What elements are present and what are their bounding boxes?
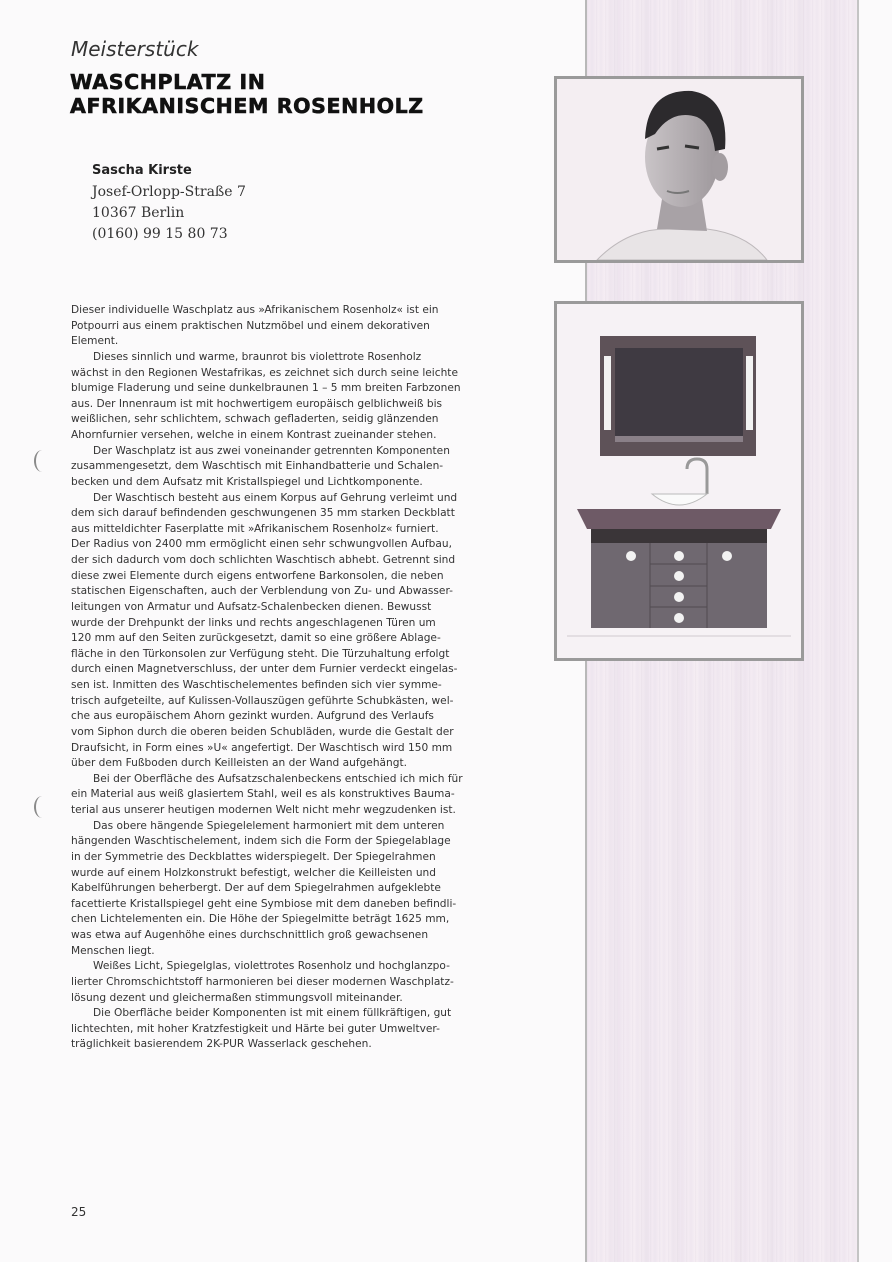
text-line: sen ist. Inmitten des Waschtischelementes befinden sich vier symme- (71, 679, 442, 691)
text-line: chen Lichtelementen ein. Die Höhe der Spiegelmitte beträgt 1625 mm, (71, 913, 450, 926)
text-line: Ahornfurnier versehen, welche in einem Kontrast zueinander stehen. (71, 429, 437, 441)
text-line: vom Siphon durch die oberen beiden Schubläden, wurde die Gestalt der (71, 725, 454, 738)
article-body (71, 303, 519, 1053)
punch-hole-mark (34, 450, 50, 472)
author-name: Sascha Kirste (92, 163, 192, 178)
text-line: Potpourri aus einem praktischen Nutzmöbel und einem dekorativen (71, 319, 430, 332)
text-line: Bei der Oberfläche des Aufsatzschalenbeckens entschied ich mich für (93, 772, 463, 785)
text-line: Der Waschplatz ist aus zwei voneinander getrennten Komponenten (93, 444, 450, 457)
text-line: Element. (71, 335, 119, 348)
text-line: Der Waschtisch besteht aus einem Korpus auf Gehrung verleimt und (93, 491, 458, 504)
title-line: WASCHPLATZ IN (70, 70, 266, 94)
article-paragraph (71, 772, 519, 819)
text-line: in der Symmetrie des Deckblattes widerspiegelt. Der Spiegelrahmen (71, 850, 436, 863)
text-line: aus. Der Innenraum ist mit hochwertigem europäisch gelblichweiß bis (71, 397, 443, 410)
text-line: träglichkeit basierendem 2K-PUR Wasserlack geschehen. (71, 1038, 372, 1051)
address-street: Josef-Orlopp-Straße 7 (92, 184, 246, 200)
text-line: Draufsicht, in Form eines »U« angefertigt. Der Waschtisch wird 150 mm (71, 741, 453, 754)
punch-hole-mark (34, 796, 50, 818)
text-line: durch einen Magnetverschluss, der unter dem Furnier verdeckt eingelas- (71, 663, 458, 676)
article-paragraph (71, 959, 519, 1006)
article-paragraph (71, 303, 519, 350)
text-line: aus mitteldichter Faserplatte mit »Afrikanischem Rosenholz« furniert. (71, 522, 439, 535)
text-line: lichtechten, mit hoher Kratzfestigkeit und Härte bei guter Umweltver- (71, 1022, 440, 1035)
text-line: fläche in den Türkonsolen zur Verfügung steht. Die Türzuhaltung erfolgt (71, 647, 450, 660)
address-city: 10367 Berlin (92, 205, 185, 221)
section-kicker: Meisterstück (71, 37, 199, 61)
text-line: ein Material aus weiß glasiertem Stahl, weil es als konstruktives Bauma- (71, 788, 455, 801)
text-line: 120 mm auf den Seiten zurückgesetzt, damit so eine größere Ablage- (71, 632, 441, 645)
text-line: terial aus unserer heutigen modernen Welt nicht mehr wegzudenken ist. (71, 804, 456, 816)
title-line: AFRIKANISCHEM ROSENHOLZ (70, 94, 424, 118)
text-line: weißlichen, sehr schlichtem, schwach gefladerten, seidig glänzenden (71, 413, 439, 426)
text-line: blumige Fladerung und seine dunkelbraunen 1 – 5 mm breiten Farbzonen (71, 382, 461, 395)
article-paragraph (71, 819, 519, 960)
text-line: diese zwei Elemente durch eigens entworfene Barkonsolen, die neben (71, 569, 444, 582)
text-line: Weißes Licht, Spiegelglas, violettrotes Rosenholz und hochglanzpo- (93, 960, 450, 973)
contact-block (92, 163, 246, 245)
text-line: che aus europäischem Ahorn gezinkt wurden. Aufgrund des Verlaufs (71, 710, 434, 723)
text-line: Kabelführungen beherbergt. Der auf dem Spiegelrahmen aufgeklebte (71, 882, 441, 895)
portrait-illustration (557, 79, 801, 260)
text-line: trisch aufgeteilte, auf Kulissen-Vollauszügen geführte Schubkästen, wel- (71, 694, 454, 707)
phone-number: (0160) 99 15 80 73 (92, 226, 228, 242)
article-paragraph (71, 491, 519, 772)
text-line: dem sich darauf befindenden geschwungenen 35 mm starken Deckblatt (71, 507, 455, 520)
article-paragraph (71, 1006, 519, 1053)
washstand-illustration (557, 304, 801, 658)
text-line: über dem Fußboden durch Keilleisten an der Wand aufgehängt. (71, 757, 407, 770)
text-line: wurde auf einem Holzkonstrukt befestigt, welcher die Keilleisten und (71, 866, 436, 879)
article-paragraph (71, 444, 519, 491)
text-line: leitungen von Armatur und Aufsatz-Schalenbecken dienen. Bewusst (71, 600, 432, 613)
text-line: Das obere hängende Spiegelelement harmoniert mit dem unteren (93, 819, 445, 832)
text-line: lösung dezent und gleichermaßen stimmungsvoll miteinander. (71, 991, 403, 1004)
page-number: 25 (71, 1205, 87, 1219)
text-line: Die Oberfläche beider Komponenten ist mit einem füllkräftigen, gut (93, 1007, 452, 1020)
text-line: Dieses sinnlich und warme, braunrot bis violettrote Rosenholz (93, 350, 422, 363)
text-line: facettierte Kristallspiegel geht eine Symbiose mit dem daneben befindli- (71, 897, 457, 910)
text-line: wächst in den Regionen Westafrikas, es zeichnet sich durch seine leichte (71, 366, 458, 379)
text-line: lierter Chromschichtstoff harmonieren bei dieser modernen Waschplatz- (71, 975, 454, 988)
article-title (70, 70, 424, 118)
portrait-photo (554, 76, 804, 263)
text-line: Dieser individuelle Waschplatz aus »Afrikanischem Rosenholz« ist ein (71, 304, 439, 316)
text-line: zusammengesetzt, dem Waschtisch mit Einhandbatterie und Schalen- (71, 460, 444, 473)
text-line: was etwa auf Augenhöhe eines durchschnittlich groß gewachsenen (71, 929, 429, 941)
text-line: Menschen liegt. (71, 944, 155, 957)
text-line: Der Radius von 2400 mm ermöglicht einen sehr schwungvollen Aufbau, (71, 538, 452, 551)
text-line: der sich dadurch vom doch schlichten Waschtisch abhebt. Getrennt sind (71, 554, 456, 566)
text-line: becken und dem Aufsatz mit Kristallspiegel und Lichtkomponente. (71, 475, 423, 488)
text-line: wurde der Drehpunkt der links und rechts angeschlagenen Türen um (71, 616, 436, 629)
product-photo (554, 301, 804, 661)
article-paragraph (71, 350, 519, 444)
text-line: hängenden Waschtischelement, indem sich die Form der Spiegelablage (71, 835, 451, 848)
text-line: statischen Eigenschaften, auch der Verblendung von Zu- und Abwasser- (71, 585, 453, 598)
